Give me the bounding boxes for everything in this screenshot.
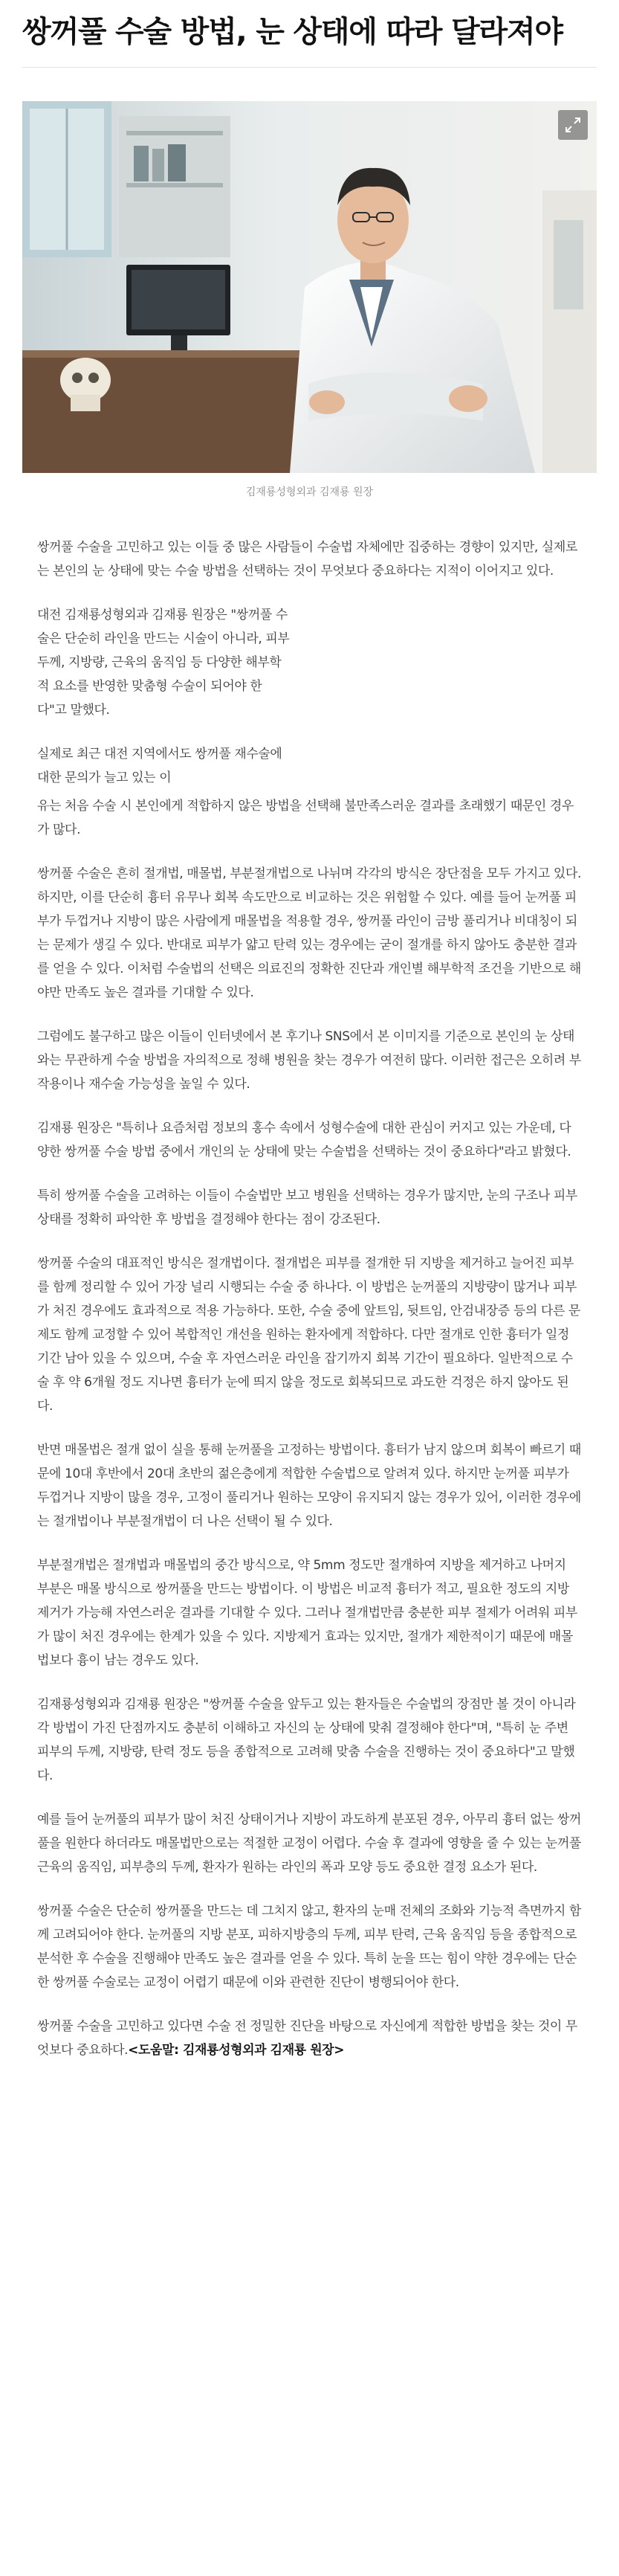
expand-photo-button[interactable] bbox=[558, 110, 588, 140]
article-paragraph: 김재룡성형외과 김재룡 원장은 "쌍꺼풀 수술을 앞두고 있는 환자들은 수술법의 장점만 볼 것이 아니라 각 방법이 가진 단점까지도 충분히 이해하고 자신의 눈 상태에 맞춰 결정해야 한다"며, "특히 눈 주변 피부의 두께, 지방량, 탄력 정도 등을 종합적으로 고려해 맞춤 수술을 진행하는 것이 중요하다"고 말했다. bbox=[37, 1697, 576, 1783]
expand-arrows-icon bbox=[558, 110, 588, 140]
article-paragraph: 특히 쌍꺼풀 수술을 고려하는 이들이 수술법만 보고 병원을 선택하는 경우가 많지만, 눈의 구조나 피부 상태를 정확히 파악한 후 방법을 결정해야 한다는 점이 강조된다. bbox=[37, 1188, 577, 1227]
article-paragraph: 실제로 최근 대전 지역에서도 쌍꺼풀 재수술에 대한 문의가 늘고 있는 이 bbox=[37, 747, 282, 785]
article-paragraph: 예를 들어 눈꺼풀의 피부가 많이 처진 상태이거나 지방이 과도하게 분포된 경우, 아무리 흉터 없는 쌍꺼풀을 원한다 하더라도 매몰법만으로는 적절한 교정이 어렵다. 수술 후 결과에 영향을 줄 수 있는 눈꺼풀 근육의 움직임, 피부층의 두께, 환자가 원하는 라인의 폭과 모양 등도 중요한 결정 요소가 된다. bbox=[37, 1812, 581, 1875]
source-credit: <도움말: 김재룡성형외과 김재룡 원장> bbox=[128, 2043, 345, 2058]
closing-paragraph bbox=[37, 2015, 581, 2062]
article-paragraph: 김재룡 원장은 "특히나 요즘처럼 정보의 홍수 속에서 성형수술에 대한 관심이 커지고 있는 가운데, 다양한 쌍꺼풀 수술 방법 중에서 개인의 눈 상태에 맞는 수술법을 선택하는 것이 중요하다"라고 밝혔다. bbox=[37, 1121, 571, 1159]
doctor-office-photo bbox=[22, 101, 597, 473]
article-paragraph: 쌍꺼풀 수술을 고민하고 있는 이들 중 많은 사람들이 수술법 자체에만 집중하는 경향이 있지만, 실제로는 본인의 눈 상태에 맞는 수술 방법을 선택하는 것이 무엇보다 중요하다는 지적이 이어지고 있다. bbox=[37, 540, 577, 579]
article-paragraph: 쌍꺼풀 수술은 흔히 절개법, 매몰법, 부분절개법으로 나뉘며 각각의 방식은 장단점을 모두 가지고 있다. 하지만, 이를 단순히 흉터 유무나 회복 속도만으로 비교하는 것은 위험할 수 있다. 예를 들어 눈꺼풀 피부가 두껍거나 지방이 많은 사람에게 매몰법을 적용할 경우, 쌍꺼풀 라인이 금방 풀리거나 비대칭이 되는 문제가 생길 수 있다. 반대로 피부가 얇고 탄력 있는 경우에는 굳이 절개를 하지 않아도 충분한 결과를 얻을 수 있다. 이처럼 수술법의 선택은 의료진의 정확한 진단과 개인별 해부학적 조건을 기반으로 해야만 만족도 높은 결과를 기대할 수 있다. bbox=[37, 866, 581, 1000]
article-headline: 쌍꺼풀 수술 방법, 눈 상태에 따라 달라져야 bbox=[22, 15, 563, 49]
article-paragraph: 그럼에도 불구하고 많은 이들이 인터넷에서 본 후기나 SNS에서 본 이미지를 기준으로 본인의 눈 상태와는 무관하게 수술 방법을 자의적으로 정해 병원을 찾는 경우가 여전히 많다. 이러한 접근은 오히려 부작용이나 재수술 가능성을 높일 수 있다. bbox=[37, 1029, 581, 1092]
article-paragraph: 유는 처음 수술 시 본인에게 적합하지 않은 방법을 선택해 불만족스러운 결과를 초래했기 때문인 경우가 많다. bbox=[37, 799, 574, 837]
closing-text: 쌍꺼풀 수술을 고민하고 있다면 수술 전 정밀한 진단을 바탕으로 자신에게 적합한 방법을 찾는 것이 무엇보다 중요하다. bbox=[37, 2019, 577, 2058]
article-paragraph: 반면 매몰법은 절개 없이 실을 통해 눈꺼풀을 고정하는 방법이다. 흉터가 남지 않으며 회복이 빠르기 때문에 10대 후반에서 20대 초반의 젊은층에게 적합한 수술법으로 알려져 있다. 하지만 눈꺼풀 피부가 두껍거나 지방이 많을 경우, 고정이 풀리거나 원하는 모양이 유지되지 않는 경우가 있어, 이러한 경우에는 절개법이나 부분절개법이 더 나은 선택이 될 수 있다. bbox=[37, 1443, 581, 1529]
article-paragraph: 쌍꺼풀 수술의 대표적인 방식은 절개법이다. 절개법은 피부를 절개한 뒤 지방을 제거하고 늘어진 피부를 함께 정리할 수 있어 가장 널리 시행되는 수술 중 하나다. 이 방법은 눈꺼풀의 지방량이 많거나 피부가 처진 경우에도 효과적으로 적용 가능하다. 또한, 수술 중에 앞트임, 뒷트임, 안검내장증 등의 다른 문제도 함께 교정할 수 있어 복합적인 개선을 원하는 환자에게 적합하다. 다만 절개로 인한 흉터가 일정 기간 남아 있을 수 있으며, 수술 후 자연스러운 라인을 잡기까지 회복 기간이 필요하다. 일반적으로 수술 후 약 6개월 정도 지나면 흉터가 눈에 띄지 않을 정도로 회복되므로 과도한 걱정은 하지 않아도 된다. bbox=[37, 1256, 580, 1414]
article-paragraph: 쌍꺼풀 수술은 단순히 쌍꺼풀을 만드는 데 그치지 않고, 환자의 눈매 전체의 조화와 기능적 측면까지 함께 고려되어야 한다. 눈꺼풀의 지방 분포, 피하지방층의 두께, 피부 탄력, 근육 움직임 등을 종합적으로 분석한 후 수술을 진행해야 만족도 높은 결과를 얻을 수 있다. 특히 눈을 뜨는 힘이 약한 경우에는 단순한 쌍꺼풀 수술로는 교정이 어렵기 때문에 이와 관련한 진단이 병행되어야 한다. bbox=[37, 1904, 581, 1990]
headline-divider bbox=[22, 67, 597, 68]
article-photo[interactable] bbox=[22, 101, 597, 473]
article-paragraph: 대전 김재룡성형외과 김재룡 원장은 "쌍꺼풀 수술은 단순히 라인을 만드는 시술이 아니라, 피부 두께, 지방량, 근육의 움직임 등 다양한 해부학적 요소를 반영한 맞춤형 수술이 되어야 한다"고 말했다. bbox=[37, 608, 290, 718]
article-body bbox=[37, 535, 581, 2082]
photo-caption: 김재룡성형외과 김재룡 원장 bbox=[245, 486, 374, 498]
article-paragraph: 부분절개법은 절개법과 매몰법의 중간 방식으로, 약 5mm 정도만 절개하여 지방을 제거하고 나머지 부분은 매몰 방식으로 쌍꺼풀을 만드는 방법이다. 이 방법은 비교적 흉터가 적고, 필요한 정도의 지방 제거가 가능해 자연스러운 결과를 기대할 수 있다. 그러나 절개법만큼 충분한 피부 절제가 어려워 피부가 많이 처진 경우에는 한계가 있을 수 있다. 지방제거 효과는 있지만, 절개가 제한적이기 때문에 매몰법보다 흉이 남는 경우도 있다. bbox=[37, 1558, 577, 1668]
